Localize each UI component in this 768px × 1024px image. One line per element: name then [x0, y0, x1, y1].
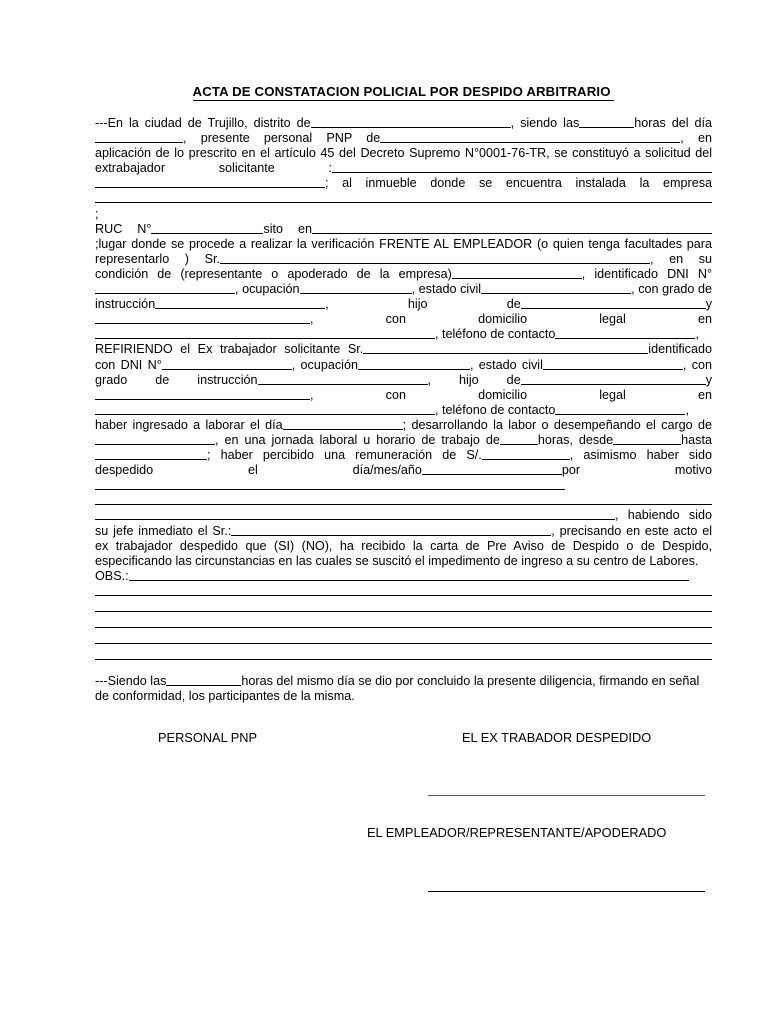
p1-text-7: ;: [95, 206, 99, 221]
blank-hora[interactable]: [579, 116, 634, 128]
p4-text-1: haber ingresado a laborar el día: [95, 417, 283, 432]
document-content: [95, 84, 712, 920]
blank-nombre-empleador[interactable]: [220, 252, 650, 264]
blank-dni-ex-trabajador[interactable]: [162, 358, 292, 370]
page-title: [95, 84, 712, 100]
p3-text-1: REFIRIENDO el Ex trabajador solicitante Sr.: [95, 342, 364, 357]
p1-text-6: ; al inmueble donde se encuentra instalada la empresa: [325, 176, 712, 191]
paragraph-ex-trabajador: [95, 342, 712, 417]
p3-text-7: y: [705, 372, 712, 387]
p3-text-3: , ocupación: [291, 357, 358, 372]
blank-telefono-empleador[interactable]: [555, 327, 695, 339]
blank-personal-pnp-de[interactable]: [380, 131, 680, 143]
signature-label-empleador: EL EMPLEADOR/REPRESENTANTE/APODERADO: [367, 825, 667, 841]
p1-text-5: , en aplicación de lo prescrito en el artículo 45 del Decreto Supremo N°0001-76-TR, se constituyó a solicitud del extrabajador solicitante :: [95, 131, 712, 176]
blank-madre-ex-trabajador[interactable]: [95, 388, 310, 400]
p4-text-6: ; haber percibido una remuneración de S/.: [207, 448, 482, 463]
blank-sito-en[interactable]: [312, 222, 712, 234]
paragraph-empleador: [95, 222, 712, 343]
blank-telefono-ex-trabajador[interactable]: [555, 403, 685, 415]
blank-remuneracion[interactable]: [482, 448, 570, 460]
p2-text-14: ,: [695, 327, 699, 342]
blank-hora-conclusion[interactable]: [166, 674, 241, 686]
blank-obs-4[interactable]: [95, 616, 712, 628]
blank-fecha-despido[interactable]: [422, 463, 562, 475]
blank-dia[interactable]: [95, 131, 183, 143]
p4-text-8: por motivo: [561, 463, 713, 478]
blank-hora-hasta[interactable]: [95, 448, 207, 460]
blank-ocupacion-empleador[interactable]: [300, 282, 412, 294]
blank-solicitante[interactable]: [332, 161, 712, 173]
p1-text-3: horas del día: [634, 116, 712, 130]
p1-text-4: , presente personal PNP de: [183, 131, 381, 146]
p4-text-5: hasta: [681, 432, 712, 447]
signature-label-ex-trabajador: EL EX TRABADOR DESPEDIDO: [462, 730, 652, 746]
signature-block: [95, 730, 712, 920]
blank-dni-empleador[interactable]: [95, 282, 235, 294]
blank-fecha-ingreso[interactable]: [283, 418, 403, 430]
signature-line-ex-trabajador[interactable]: [428, 795, 705, 796]
blank-padre-ex-trabajador[interactable]: [521, 373, 706, 385]
p4-text-2: ; desarrollando la labor o desempeñando el cargo de: [402, 417, 712, 432]
paragraph-intro: [95, 116, 712, 222]
p2-text-7: , ocupación: [235, 282, 300, 297]
p4-text-3: , en una jornada laboral u horario de trabajo de: [215, 432, 500, 447]
blank-hora-desde[interactable]: [613, 433, 681, 445]
observaciones-blank-lines: [95, 584, 712, 660]
p2-text-13: , teléfono de contacto: [435, 327, 556, 342]
observaciones-row: [95, 569, 712, 584]
blank-obs-6[interactable]: [95, 648, 712, 660]
blank-estado-civil-ex-trabajador[interactable]: [543, 358, 683, 370]
p3-text-10: ,: [685, 402, 689, 417]
page-title-text: ACTA DE CONSTATACION POLICIAL POR DESPIDO ARBITRARIO: [192, 84, 611, 99]
blank-domicilio-empleador[interactable]: [95, 327, 435, 339]
blank-obs-1[interactable]: [129, 569, 689, 581]
blank-empresa[interactable]: [95, 191, 712, 203]
blank-obs-5[interactable]: [95, 632, 712, 644]
p3-text-6: , hijo de: [427, 372, 521, 387]
blank-condicion[interactable]: [452, 267, 582, 279]
p2-text-5: , en su condición de (representante o apoderado de la empresa): [95, 251, 713, 281]
blank-solicitante-cont[interactable]: [95, 176, 325, 188]
blank-horas-jornada[interactable]: [500, 433, 538, 445]
p2-text-1: RUC N°: [95, 221, 152, 236]
p2-text-12: , con domicilio legal en: [310, 312, 712, 327]
blank-domicilio-ex-trabajador[interactable]: [95, 403, 435, 415]
page-title-trailing-underline: [611, 84, 615, 101]
p1-text-2: , siendo las: [510, 116, 580, 130]
blank-padre-empleador[interactable]: [521, 297, 706, 309]
paragraph-detalles-laborales: [95, 418, 712, 569]
signature-label-personal-pnp: PERSONAL PNP: [158, 730, 258, 746]
p2-text-2: sito en: [263, 221, 312, 236]
p2-text-4: lugar donde se procede a realizar la verificación FRENTE AL EMPLEADOR (o quien tenga facultades para representarlo ) Sr.: [95, 236, 712, 266]
blank-motivo-1[interactable]: [95, 478, 565, 490]
p4-text-7: , asimismo haber sido despedido el día/mes/año: [95, 448, 712, 478]
blank-ruc[interactable]: [151, 222, 263, 234]
p3-text-8: , con domicilio legal en: [310, 387, 712, 402]
p2-text-10: , hijo de: [325, 297, 521, 312]
p2-text-8: , estado civil: [411, 282, 482, 297]
blank-jefe-inmediato[interactable]: [231, 524, 551, 536]
blank-estado-civil-empleador[interactable]: [481, 282, 631, 294]
blank-motivo-2[interactable]: [95, 493, 712, 505]
closing-paragraph: [95, 674, 712, 704]
p3-text-4: , estado civil: [469, 357, 543, 372]
blank-distrito[interactable]: [311, 116, 511, 128]
p3-text-9: , teléfono de contacto: [435, 402, 556, 417]
blank-madre-empleador[interactable]: [95, 312, 310, 324]
closing-text-2: horas del mismo día se dio por concluido la presente diligencia, firmando en señal de conformidad, los participantes de la misma.: [95, 674, 700, 704]
closing-text-1: ---Siendo las: [95, 674, 167, 689]
signature-labels-row: [95, 730, 712, 748]
p2-text-11: y: [705, 297, 712, 312]
p4-text-4: horas, desde: [537, 432, 614, 447]
blank-cargo[interactable]: [95, 433, 215, 445]
blank-nombre-ex-trabajador[interactable]: [363, 342, 648, 354]
p2-text-3: ;: [95, 236, 99, 251]
blank-grado-instruccion-ex-trabajador[interactable]: [258, 373, 428, 385]
p3-text-5: , con grado de instrucción: [95, 357, 713, 387]
p3-text-2: identificado con DNI N°: [95, 342, 712, 372]
obs-label: OBS.:: [95, 568, 129, 583]
blank-motivo-3[interactable]: [95, 508, 615, 520]
document-body: [95, 116, 712, 660]
blank-obs-2[interactable]: [95, 584, 712, 596]
p2-text-9: , con grado de instrucción: [95, 282, 712, 312]
p4-text-9: , habiendo sido su jefe inmediato el Sr.:: [95, 508, 712, 538]
blank-ocupacion-ex-trabajador[interactable]: [358, 358, 470, 370]
blank-grado-instruccion-empleador[interactable]: [155, 297, 325, 309]
p4-text-10: , precisando en este acto el ex trabajador despedido que (SI) (NO), ha recibido la carta de Pre Aviso de Despido o de Despido, especificando las circunstancias en las cuales se suscitó el impedimento de ingreso a su centro de Labores.: [95, 523, 713, 568]
blank-obs-3[interactable]: [95, 600, 712, 612]
signature-area: [95, 730, 712, 920]
p2-text-6: , identificado DNI N°: [581, 266, 712, 281]
p1-text-1: ---En la ciudad de Trujillo, distrito de: [95, 116, 311, 130]
signature-line-empleador[interactable]: [428, 891, 705, 892]
